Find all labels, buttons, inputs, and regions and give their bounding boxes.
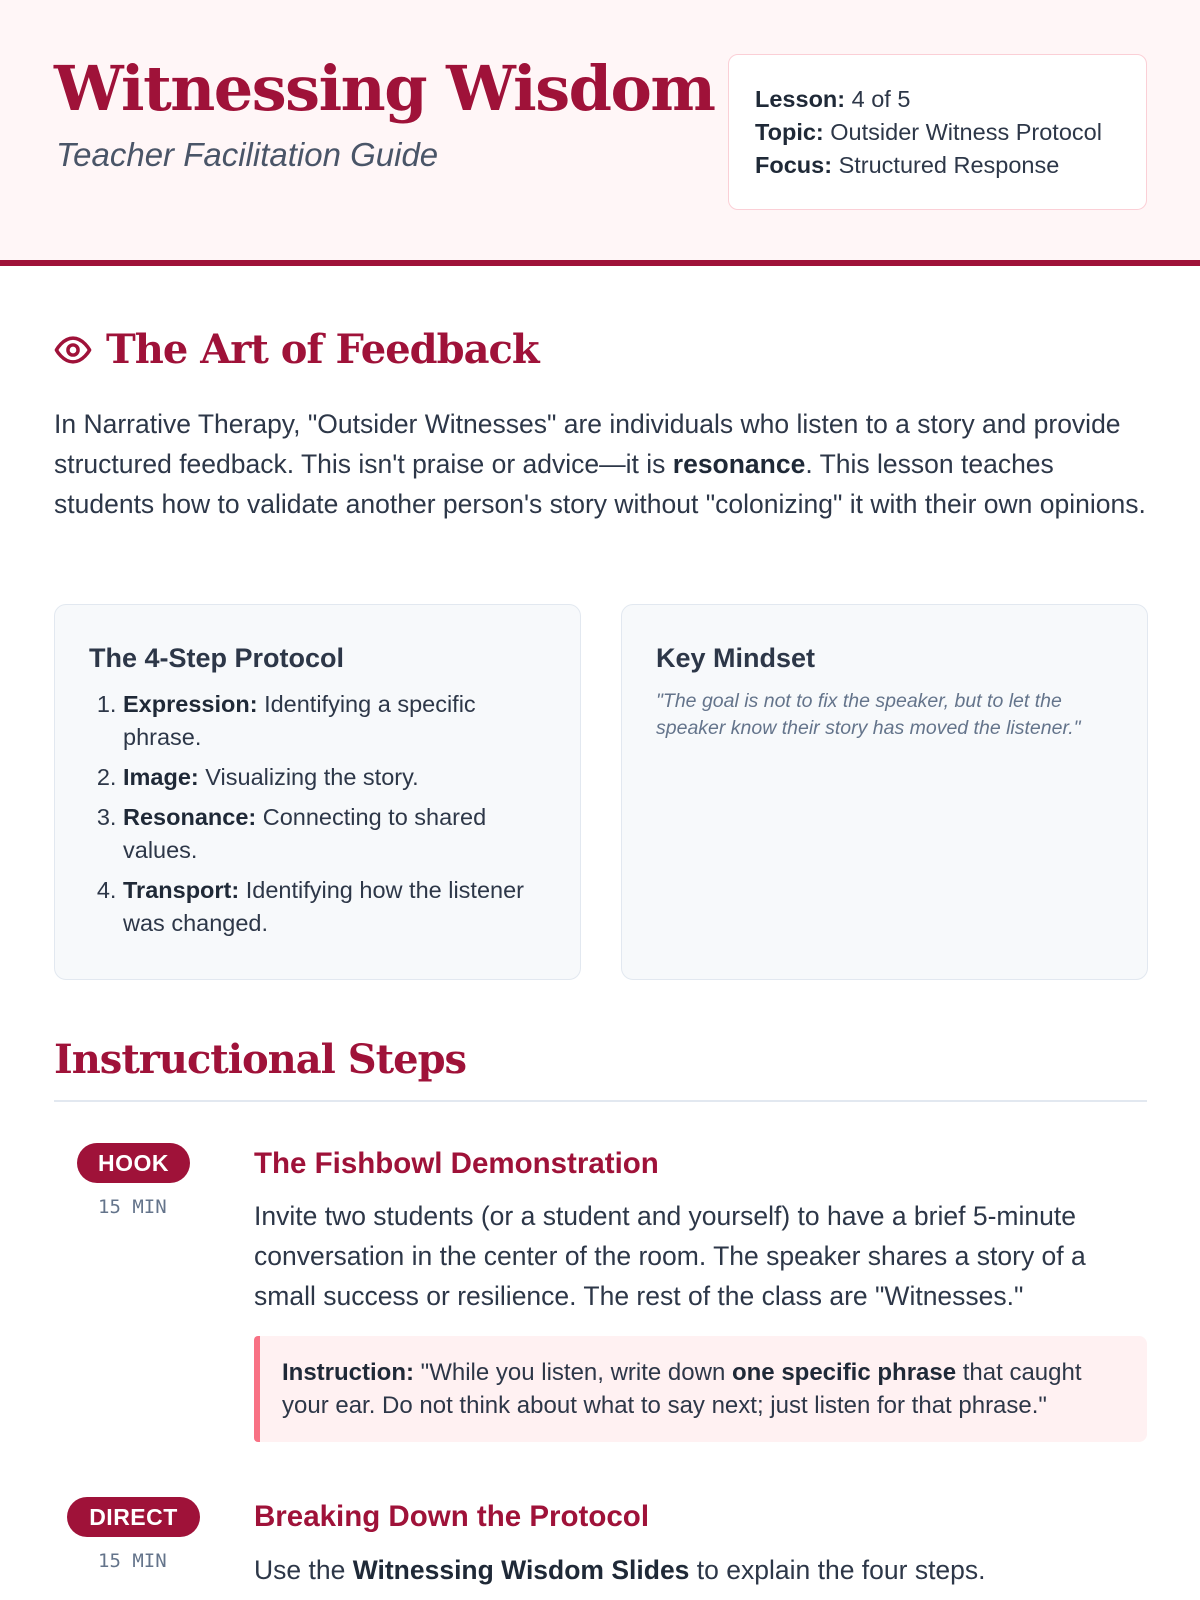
step-description — [254, 1550, 1147, 1590]
topic-value: Outsider Witness Protocol — [830, 119, 1102, 145]
step-title: Breaking Down the Protocol — [254, 1500, 650, 1533]
step-title: The Fishbowl Demonstration — [254, 1147, 659, 1180]
topic-label: Topic: — [755, 119, 824, 145]
mindset-quote: "The goal is not to fix the speaker, but to let the speaker know their story has moved the listener." — [656, 690, 1081, 739]
protocol-term: Expression: — [123, 691, 258, 717]
protocol-card — [54, 604, 581, 980]
step-description: Invite two students (or a student and yourself) to have a brief 5-minute conversation in the center of the room. The speaker shares a story of a small success or resilience. The rest of the class are "Witnesses." — [254, 1201, 1086, 1311]
overview-title: The Art of Feedback — [106, 326, 539, 373]
protocol-item — [123, 688, 550, 754]
instruction-text-start: "While you listen, write down — [414, 1359, 732, 1386]
protocol-term: Resonance: — [123, 804, 257, 830]
lesson-meta-row — [755, 83, 1146, 116]
lesson-meta-card — [728, 54, 1147, 210]
step-duration: 15 MIN — [98, 1550, 167, 1572]
step-text-end: to explain the four steps. — [689, 1555, 986, 1585]
instruction-label: Instruction: — [282, 1359, 414, 1386]
overview-intro — [54, 404, 1154, 524]
lesson-value: 4 of 5 — [851, 86, 911, 112]
instruction-emphasis: one specific phrase — [731, 1359, 957, 1386]
overview-heading — [54, 326, 539, 373]
protocol-text: Identifying how the listener was changed. — [123, 877, 524, 936]
mindset-card — [621, 604, 1148, 980]
page-header — [0, 0, 1200, 266]
mindset-card-title: Key Mindset — [656, 643, 816, 673]
protocol-card-title: The 4-Step Protocol — [89, 643, 345, 673]
protocol-term: Transport: — [123, 877, 240, 903]
protocol-item — [123, 801, 550, 867]
hook-badge: HOOK — [77, 1143, 190, 1183]
protocol-text: Connecting to shared values. — [123, 804, 487, 863]
intro-emphasis: resonance — [672, 449, 806, 479]
step-duration: 15 MIN — [98, 1196, 167, 1218]
instruction-callout — [254, 1336, 1147, 1442]
protocol-item — [123, 761, 550, 794]
intro-text-end: . This lesson teaches students how to validate another person's story without "colonizing" it with their own opinions. — [54, 449, 1146, 519]
eye-icon — [54, 331, 92, 369]
page-subtitle: Teacher Facilitation Guide — [56, 136, 439, 173]
instruction-text-end: that caught your ear. Do not think about what to say next; just listen for that phrase." — [282, 1359, 1082, 1419]
focus-label: Focus: — [755, 152, 833, 178]
topic-meta-row — [755, 116, 1146, 149]
step-text-start: Use the — [254, 1555, 353, 1585]
protocol-term: Image: — [123, 764, 199, 790]
focus-value: Structured Response — [838, 152, 1060, 178]
steps-section-title: Instructional Steps — [54, 1036, 467, 1083]
section-divider — [54, 1100, 1147, 1102]
protocol-item — [123, 874, 550, 940]
slides-reference: Witnessing Wisdom Slides — [352, 1555, 690, 1585]
direct-badge: DIRECT — [67, 1497, 200, 1537]
protocol-text: Visualizing the story. — [205, 764, 419, 790]
focus-meta-row — [755, 149, 1146, 182]
page-title: Witnessing Wisdom — [54, 52, 715, 125]
protocol-text: Identifying a specific phrase. — [123, 691, 476, 750]
lesson-label: Lesson: — [755, 86, 846, 112]
protocol-list — [89, 688, 550, 940]
intro-text-start: In Narrative Therapy, "Outsider Witnesses" are individuals who listen to a story and provide structured feedback. This isn't praise or advice—it is — [54, 409, 1121, 479]
